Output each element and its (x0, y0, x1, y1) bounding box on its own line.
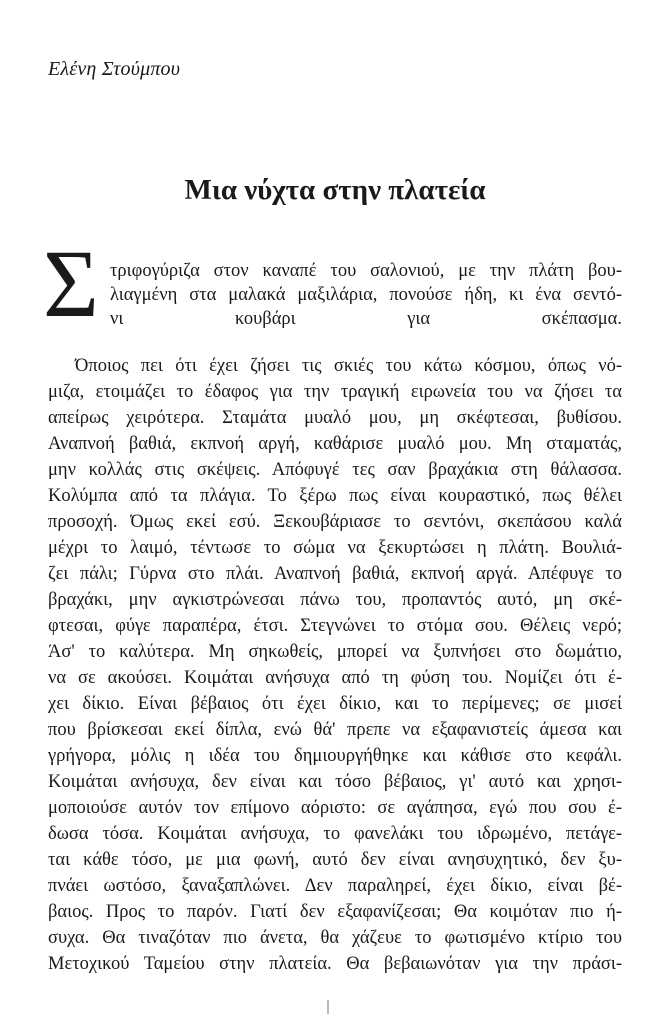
text-line: Κολύμπα από τα πλάγια. Το ξέρω πως είναι κουραστικό, πως θέλει (48, 486, 622, 506)
text-line: να σε ακούσει. Κοιμάται ανήσυχα από τη φύση του. Νομίζει ότι έ- (48, 668, 622, 688)
text-line: απείρως χειρότερα. Σταμάτα μυαλό μου, μη σκέφτεσαι, βυθίσου. (48, 408, 622, 428)
text-line: ζει πάλι; Γύρνα στο πλάι. Αναπνοή βαθιά, εκπνοή αργά. Απέφυγε το (48, 564, 622, 584)
text-line: Όποιος πει ότι έχει ζήσει τις σκιές του κάτω κόσμου, όπως νό- (75, 356, 622, 376)
text-line: μέχρι το λαιμό, τέντωσε το σώμα να ξεκυρτώσει η πλάτη. Βουλιά- (48, 538, 622, 558)
text-line: μοποιούσε αυτόν τον επίμονο αόριστο: σε αγάπησα, εγώ που σου έ- (48, 798, 622, 818)
text-line: τριφογύριζα στον καναπέ του σαλονιού, με την πλάτη βου- (110, 261, 622, 281)
text-line: μιζα, ετοιμάζει το έδαφος για την τραγική ειρωνεία του να ζήσει τα (48, 382, 622, 402)
text-line: Κοιμάται ανήσυχα, δεν είναι και τόσο βέβαιος, γι' αυτό και χρησι- (48, 772, 622, 792)
text-line: συχα. Θα τιναζόταν πιο άνετα, θα χάζευε το φωτισμένο κτίριο του (48, 928, 622, 948)
text-line: μην κολλάς στις σκέψεις. Απόφυγέ τες σαν βραχάκια στη θάλασσα. (48, 460, 622, 480)
binding-mark (327, 1000, 329, 1014)
text-line: λιαγμένη στα μαλακά μαξιλάρια, πονούσε ήδη, κι ένα σεντό- (110, 285, 622, 305)
text-line: φτεσαι, φύγε παραπέρα, έτσι. Στεγνώνει το στόμα σου. Θέλεις νερό; (48, 616, 622, 636)
text-line: προσοχή. Όμως εκεί εσύ. Ξεκουβάριασε το σεντόνι, σκεπάσου καλά (48, 512, 622, 532)
text-line: πνάει ωστόσο, ξαναξαπλώνει. Δεν παραληρεί, έχει δίκιο, είναι βέ- (48, 876, 622, 896)
text-line: Μετοχικού Ταμείου στην πλατεία. Θα βεβαιωνόταν για την πράσι- (48, 954, 622, 974)
text-line: που βρίσκεσαι εκεί δίπλα, ενώ θά' πρεπε να εξαφανιστείς άμεσα και (48, 720, 622, 740)
text-line: βαιος. Προς το παρόν. Γιατί δεν εξαφανίζεσαι; Θα κοιμόταν πιο ή- (48, 902, 622, 922)
text-line: νι κουβάρι για σκέπασμα. (110, 309, 622, 329)
text-line: ται κάθε τόσο, με μια φωνή, αυτό δεν είναι ανησυχητικό, δεν ξυ- (48, 850, 622, 870)
text-line: βραχάκι, μην αγκιστρώνεσαι πάνω του, προπαντός αυτό, μη σκέ- (48, 590, 622, 610)
text-line: γρήγορα, μόλις η ιδέα του δημιουργήθηκε και κάθισε στο κεφάλι. (48, 746, 622, 766)
text-line: Αναπνοή βαθιά, εκπνοή αργή, καθάρισε μυαλό μου. Μη σταματάς, (48, 434, 622, 454)
author-name: Ελένη Στούμπου (48, 58, 181, 80)
text-line: χει δίκιο. Είναι βέβαιος ότι έχει δίκιο, και το περίμενες; σε μισεί (48, 694, 622, 714)
drop-cap: Σ (43, 230, 99, 337)
chapter-title: Μια νύχτα στην πλατεία (184, 174, 486, 206)
text-line: δωσα τόσα. Κοιμάται ανήσυχα, το φανελάκι του ιδρωμένο, πετάγε- (48, 824, 622, 844)
text-line: Άσ' το καλύτερα. Μη σηκωθείς, μπορεί να ξυπνήσει στο δωμάτιο, (48, 642, 622, 662)
